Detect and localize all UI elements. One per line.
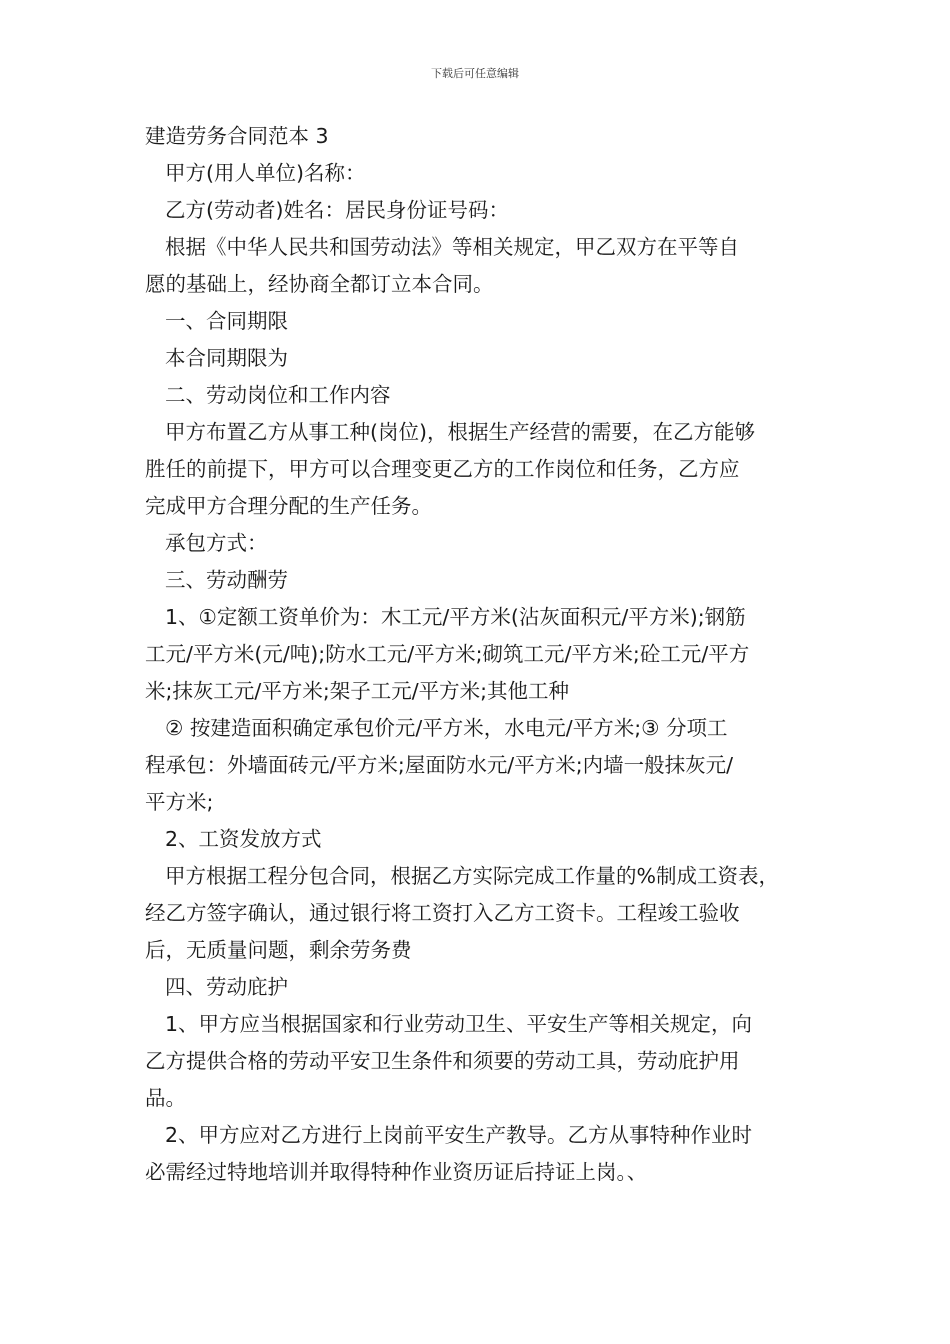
paragraph-line: 经乙方签字确认，通过银行将工资打入乙方工资卡。工程竣工验收 [145, 901, 740, 925]
pay-method-heading: 2、工资发放方式 [165, 827, 322, 851]
paragraph-line: 胜任的前提下，甲方可以合理变更乙方的工作岗位和任务，乙方应 [145, 457, 740, 481]
party-b-field: 乙方(劳动者)姓名：居民身份证号码： [165, 198, 509, 222]
paragraph-line: 工元/平方米(元/吨);防水工元/平方米;砌筑工元/平方米;砼工元/平方 [145, 642, 750, 666]
section3-item2 [145, 710, 813, 821]
section1-body: 本合同期限为 [165, 346, 288, 370]
paragraph-line: 必需经过特地培训并取得特种作业资历证后持证上岗。、 [145, 1160, 648, 1184]
section4-item2 [145, 1117, 813, 1191]
section4-item1 [145, 1006, 813, 1117]
section4-heading: 四、劳动庇护 [165, 975, 288, 999]
paragraph-line: 2、甲方应对乙方进行上岗前平安生产教导。乙方从事特种作业时 [165, 1123, 753, 1147]
intro-paragraph [145, 229, 813, 303]
section3-heading: 三、劳动酬劳 [165, 568, 288, 592]
paragraph-line: ② 按建造面积确定承包价元/平方米，水电元/平方米;③ 分项工 [165, 716, 728, 740]
paragraph-line: 米;抹灰工元/平方米;架子工元/平方米;其他工种 [145, 679, 570, 703]
document-title: 建造劳务合同范本 3 [145, 124, 329, 148]
section3-item1 [145, 599, 813, 710]
paragraph-line: 1、①定额工资单价为：木工元/平方米(沾灰面积元/平方米);钢筋 [165, 605, 746, 629]
pay-method-paragraph [145, 858, 813, 969]
paragraph-line: 乙方提供合格的劳动平安卫生条件和须要的劳动工具，劳动庇护用 [145, 1049, 740, 1073]
paragraph-line: 甲方布置乙方从事工种(岗位)，根据生产经营的需要，在乙方能够 [165, 420, 755, 444]
paragraph-line: 甲方根据工程分包合同，根据乙方实际完成工作量的%制成工资表， [165, 864, 779, 888]
page-header: 下载后可任意编辑 [431, 67, 519, 80]
paragraph-line: 完成甲方合理分配的生产任务。 [145, 494, 432, 518]
paragraph-line: 根据《中华人民共和国劳动法》等相关规定，甲乙双方在平等自 [165, 235, 739, 259]
paragraph-line: 程承包：外墙面砖元/平方米;屋面防水元/平方米;内墙一般抹灰元/ [145, 753, 734, 777]
contract-mode: 承包方式： [165, 531, 268, 555]
paragraph-line: 平方米; [145, 790, 214, 814]
section2-paragraph [145, 414, 813, 525]
paragraph-line: 后，无质量问题，剩余劳务费 [145, 938, 412, 962]
party-a-field: 甲方(用人单位)名称： [165, 161, 366, 185]
paragraph-line: 愿的基础上，经协商全都订立本合同。 [145, 272, 494, 296]
document-body [145, 118, 813, 1191]
paragraph-line: 品。 [145, 1086, 186, 1110]
section2-heading: 二、劳动岗位和工作内容 [165, 383, 391, 407]
paragraph-line: 1、甲方应当根据国家和行业劳动卫生、平安生产等相关规定，向 [165, 1012, 753, 1036]
section1-heading: 一、合同期限 [165, 309, 288, 333]
